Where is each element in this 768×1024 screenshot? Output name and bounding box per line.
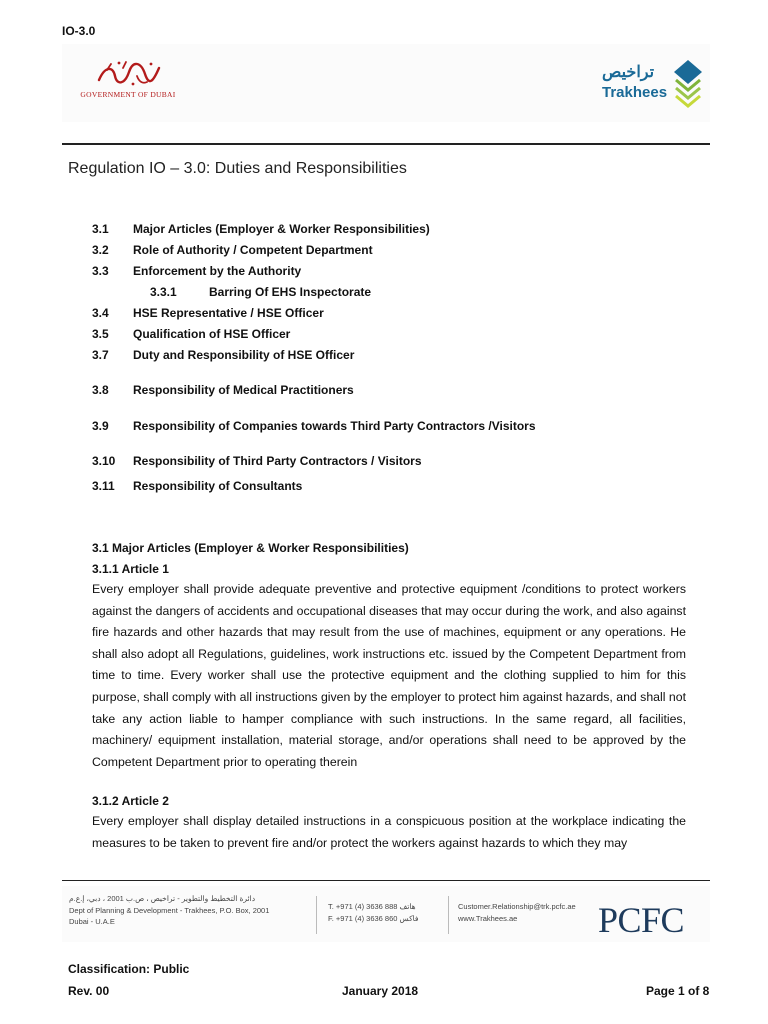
toc-number: 3.7 (92, 348, 109, 362)
footer-address (69, 893, 269, 928)
toc-label: HSE Representative / HSE Officer (133, 306, 324, 320)
article-2-paragraph: Every employer shall display detailed instructions in a conspicuous position at the workplace indicating the measures to be taken to prevent fire and/or protect the workers against hazards to which they may (92, 814, 686, 850)
classification-label: Classification: Public (68, 962, 190, 976)
footer-separator (316, 896, 317, 934)
gov-logo-caption: GOVERNMENT OF DUBAI (80, 90, 176, 99)
toc-number: 3.10 (92, 454, 116, 468)
toc-number: 3.9 (92, 419, 109, 433)
trakhees-english-wordmark: Trakhees (602, 84, 668, 101)
header-divider (62, 143, 710, 145)
trakhees-logo (598, 56, 710, 108)
toc-number: 3.1 (92, 222, 109, 236)
toc-label: Responsibility of Third Party Contractors / Visitors (133, 454, 422, 468)
footer-separator (448, 896, 449, 934)
toc-number: 3.3.1 (150, 285, 177, 299)
revision-label: Rev. 00 (68, 984, 110, 998)
page-number: Page 1 of 8 (646, 984, 710, 998)
footer-contact (458, 901, 576, 924)
section-heading: 3.1 Major Articles (Employer & Worker Responsibilities) (92, 541, 409, 555)
footer-address-line2: Dubai - U.A.E (69, 917, 115, 926)
footer-website-link[interactable]: www.Trakhees.ae (458, 913, 518, 923)
toc-number: 3.8 (92, 383, 109, 397)
article-1-heading: 3.1.1 Article 1 (92, 562, 169, 576)
dubai-calligraphy-icon (93, 58, 163, 88)
footer-arabic-address: دائرة التخطيط والتطوير - تراخيص ، ص.ب 2001 ، دبي، إ.ع.م (69, 894, 256, 903)
document-date: January 2018 (342, 984, 419, 998)
toc-label: Barring Of EHS Inspectorate (209, 285, 372, 299)
regulation-title: Regulation IO – 3.0: Duties and Responsibilities (68, 160, 407, 177)
footer-fax: F. +971 (4) 3636 860 فاكس (328, 913, 419, 923)
trakhees-arabic-wordmark: تراخيص (602, 64, 655, 81)
toc-number: 3.11 (92, 479, 115, 493)
document-code: IO-3.0 (62, 24, 96, 38)
toc-label: Responsibility of Medical Practitioners (133, 383, 354, 397)
article-1-paragraph: Every employer shall provide adequate preventive and protective equipment /conditions to protect workers against the dangers of accidents and occupational diseases that may occur during the work, and also against fire hazards and other hazards that may result from the use of machines, equipment or any operations. He shall also adopt all Regulations, guidelines, work instructions etc. issued by the Competent Department from time to time. Every worker shall use the protective equipment and the clothing supplied to him for this purpose, shall comply with all instructions given by the employer to protect him against hazards, and shall not take any action liable to hamper compliance with such instructions. In the same regard, all facilities, machinery/ equipment installation, material storage, and/or operations shall need to be approved by the Competent Department prior to operating therein (92, 582, 686, 769)
toc-number: 3.3 (92, 264, 109, 278)
toc-label: Responsibility of Consultants (133, 479, 303, 493)
toc-label: Duty and Responsibility of HSE Officer (133, 348, 355, 362)
footer-phone-fax (328, 901, 419, 924)
toc-number: 3.5 (92, 327, 109, 341)
toc-label: Major Articles (Employer & Worker Responsibilities) (133, 222, 430, 236)
toc-label: Enforcement by the Authority (133, 264, 302, 278)
toc-number: 3.4 (92, 306, 109, 320)
article-2-heading: 3.1.2 Article 2 (92, 794, 169, 808)
footer-phone: T. +971 (4) 3636 888 هاتف (328, 902, 416, 911)
footer-address-line1: Dept of Planning & Development - Trakhees, P.O. Box, 2001 (69, 905, 270, 915)
toc-label: Qualification of HSE Officer (133, 327, 291, 341)
trakhees-diamond-icon (672, 58, 704, 110)
toc-number: 3.2 (92, 243, 109, 257)
footer-divider (62, 880, 710, 881)
footer-email-link[interactable]: Customer.Relationship@trk.pcfc.ae (458, 902, 576, 911)
government-of-dubai-logo (80, 58, 176, 99)
toc-label: Responsibility of Companies towards Third Party Contractors /Visitors (133, 419, 536, 433)
pcfc-logo: PCFC (598, 900, 685, 940)
toc-label: Role of Authority / Competent Department (133, 243, 373, 257)
